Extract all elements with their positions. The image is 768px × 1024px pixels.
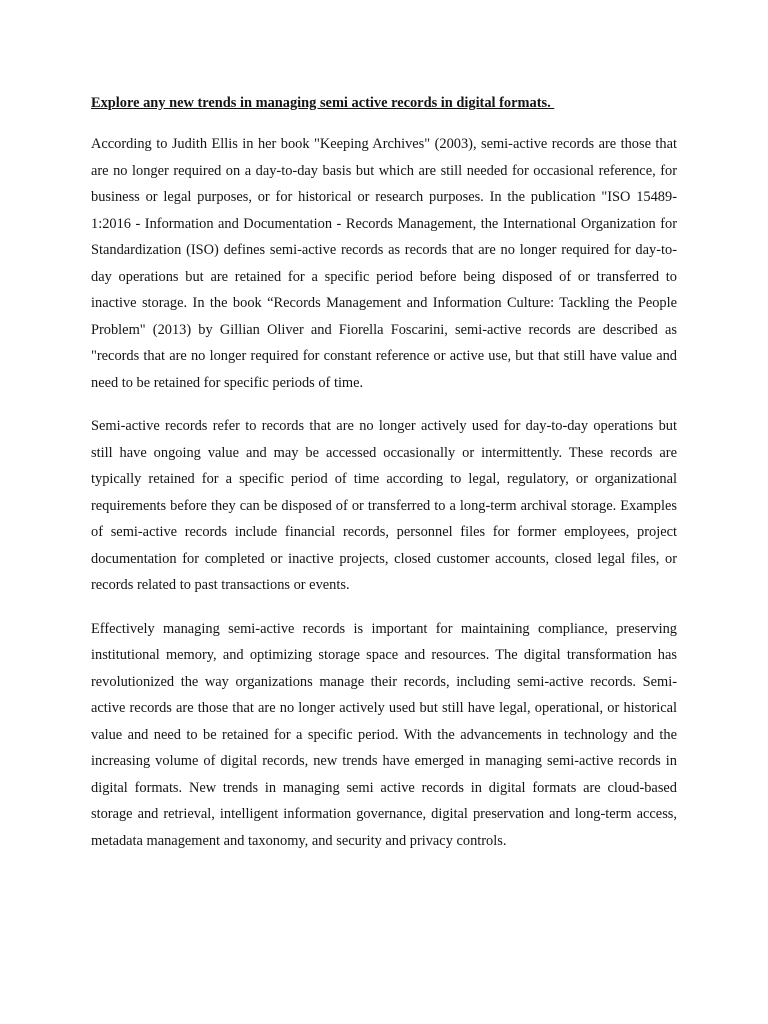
document-title: Explore any new trends in managing semi active records in digital formats. xyxy=(91,95,555,111)
paragraph-semi-active-records: Semi-active records refer to records that are no longer actively used for day-to-day operations but still have ongoing value and may be accessed occasionally or intermittently. These records are typically retained for a specific period of time according to legal, regulatory, or organizational requirements before they can be disposed of or transferred to a long-term archival storage. Examples of semi-active records include financial records, personnel files for former employees, project documentation for completed or inactive projects, closed customer accounts, closed legal files, or records related to past transactions or events. xyxy=(91,418,677,593)
paragraph-trends: Effectively managing semi-active records is important for maintaining compliance, preserving institutional memory, and optimizing storage space and resources. The digital transformation has revolutionized the way organizations manage their records, including semi-active records. Semi-active records are those that are no longer actively used but still have legal, operational, or historical value and need to be retained for a specific period. With the advancements in technology and the increasing volume of digital records, new trends have emerged in managing semi-active records in digital formats. New trends in managing semi active records in digital formats are cloud-based storage and retrieval, intelligent information governance, digital preservation and long-term access, metadata management and taxonomy, and security and privacy controls. xyxy=(91,620,677,849)
paragraph-definitions: According to Judith Ellis in her book "Keeping Archives" (2003), semi-active records are those that are no longer required on a day-to-day basis but which are still needed for occasional reference, for business or legal purposes, or for historical or research purposes. In the publication "ISO 15489-1:2016 - Information and Documentation - Records Management, the International Organization for Standardization (ISO) defines semi-active records as records that are no longer required for day-to-day operations but are retained for a specific period before being disposed of or transferred to inactive storage. In the book “Records Management and Information Culture: Tackling the People Problem" (2013) by Gillian Oliver and Fiorella Foscarini, semi-active records are described as "records that are no longer required for constant reference or active use, but that still have value and need to be retained for specific periods of time. xyxy=(91,136,677,391)
document-page xyxy=(91,92,677,871)
